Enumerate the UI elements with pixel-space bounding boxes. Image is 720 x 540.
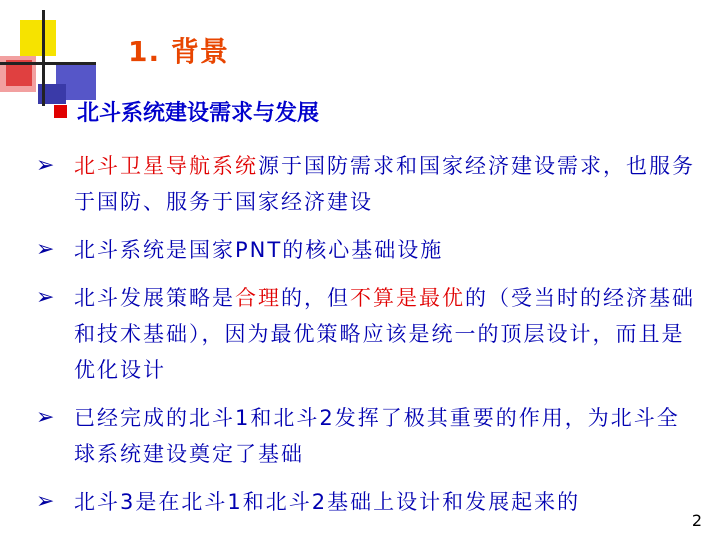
square-bullet-icon (54, 105, 67, 118)
arrow-bullet-icon: ➢ (36, 285, 55, 310)
page-number: 2 (691, 511, 702, 530)
bullet-list (36, 148, 696, 532)
list-item (36, 148, 696, 220)
slide-title: 1. 背景 (128, 35, 229, 68)
list-item (36, 484, 696, 520)
text-segment: 北斗系统是国家PNT的核心基础设施 (74, 238, 444, 262)
text-segment: 北斗3是在北斗1和北斗2基础上设计和发展起来的 (74, 490, 581, 514)
list-item (36, 280, 696, 388)
highlighted-text: 合理 (235, 286, 281, 310)
list-item-text (74, 484, 696, 520)
logo-horizontal-line (0, 62, 96, 65)
list-item-text (74, 400, 696, 472)
list-item-text (74, 148, 696, 220)
list-item (36, 400, 696, 472)
list-item-text (74, 280, 696, 388)
highlighted-text: 北斗卫星导航系统 (74, 154, 258, 178)
logo-yellow-square (20, 20, 56, 56)
corner-logo (0, 0, 130, 110)
arrow-bullet-icon: ➢ (36, 489, 55, 514)
text-segment: 已经完成的北斗1和北斗2发挥了极其重要的作用，为北斗全球系统建设奠定了基础 (74, 406, 680, 466)
highlighted-text: 不算是最优 (350, 286, 465, 310)
arrow-bullet-icon: ➢ (36, 153, 55, 178)
list-item (36, 232, 696, 268)
subheading-text: 北斗系统建设需求与发展 (77, 101, 320, 126)
text-segment: 的，但 (281, 286, 350, 310)
text-segment: 的（受当时的经济基础和技术基础），因为最优策略应该是统一的顶层设计，而且是优化设计 (74, 286, 695, 382)
text-segment: 源于国防需求和国家经济建设需求，也服务于国防、服务于国家经济建设 (74, 154, 695, 214)
logo-vertical-line (42, 10, 45, 106)
subheading (54, 96, 319, 127)
list-item-text (74, 232, 696, 268)
text-segment: 北斗发展策略是 (74, 286, 235, 310)
arrow-bullet-icon: ➢ (36, 237, 55, 262)
arrow-bullet-icon: ➢ (36, 405, 55, 430)
